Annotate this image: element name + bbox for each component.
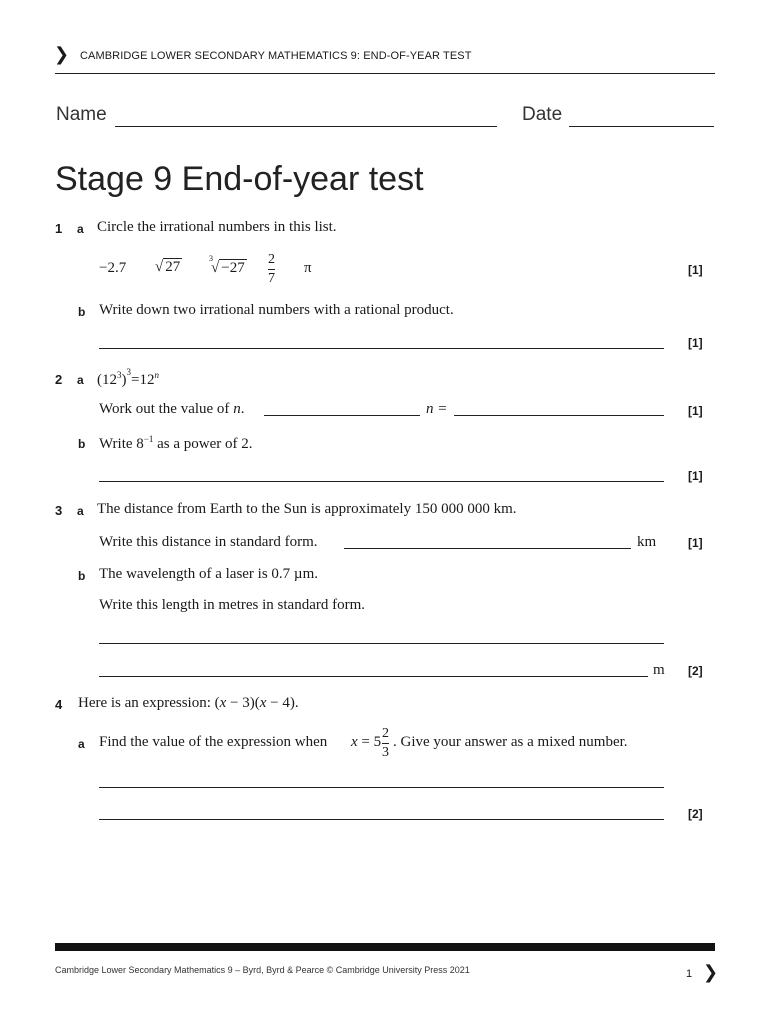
page-number: 1: [686, 968, 693, 980]
q4a-text-post: . Give your answer as a mixed number.: [393, 734, 628, 750]
q2b-label: b: [78, 437, 86, 451]
question-number-1: 1: [55, 221, 63, 236]
q3b-unit: m: [653, 662, 665, 678]
q1b-text: Write down two irrational numbers with a rational product.: [99, 302, 454, 318]
question-number-2: 2: [55, 372, 63, 387]
q1a-mark: [1]: [688, 263, 703, 277]
q4a-text-pre: Find the value of the expression when: [99, 734, 328, 750]
q3a-text: The distance from Earth to the Sun is approximately 150 000 000 km.: [97, 501, 517, 517]
q1b-answer-line[interactable]: [99, 348, 664, 349]
q3a-mark: [1]: [688, 536, 703, 550]
q2a-equation: $(12^3)^3=12^n$: [97, 367, 159, 388]
date-label: Date: [522, 104, 563, 125]
q3a-unit: km: [637, 534, 657, 550]
q2a-n-label: n =: [426, 401, 448, 417]
q1a-item-pi: π: [304, 260, 312, 276]
q2b-answer-line[interactable]: [99, 481, 664, 482]
q1b-label: b: [78, 305, 86, 319]
q4a-answer-line[interactable]: [99, 819, 664, 820]
chevron-right-icon: ❯: [703, 962, 719, 982]
q2a-working-line[interactable]: [264, 415, 420, 416]
q4a-mark: [2]: [688, 807, 703, 821]
q2a-answer-line[interactable]: [454, 415, 664, 416]
q1a-text: Circle the irrational numbers in this list.: [97, 219, 337, 235]
q4a-fraction: $\frac{2}{3}$: [382, 726, 389, 760]
q1a-item-neg: −2.7: [99, 260, 127, 276]
q1a-item-sqrt: √ 27: [155, 259, 181, 275]
date-field[interactable]: [569, 126, 714, 127]
q2b-mark: [1]: [688, 469, 703, 483]
running-header: CAMBRIDGE LOWER SECONDARY MATHEMATICS 9: END-OF-YEAR TEST: [80, 50, 472, 62]
q3b-mark: [2]: [688, 664, 703, 678]
header-rule: [55, 73, 715, 74]
footer-credit: Cambridge Lower Secondary Mathematics 9 – Byrd, Byrd & Pearce © Cambridge University Press 2021: [55, 965, 470, 975]
q3b-label: b: [78, 569, 86, 583]
q3a-sub: Write this distance in standard form.: [99, 534, 318, 550]
chevron-right-icon: ❯: [54, 44, 70, 64]
q2a-mark: [1]: [688, 404, 703, 418]
page-title: Stage 9 End-of-year test: [55, 160, 424, 198]
q4a-equation: x = 5: [351, 734, 382, 750]
footer-bar: [55, 943, 715, 951]
q2a-work-text: Work out the value of n.: [99, 401, 245, 417]
q2b-text: Write $8^{-1}$ as a power of 2.: [99, 434, 253, 452]
q3b-sub: Write this length in metres in standard form.: [99, 597, 366, 613]
name-label: Name: [56, 104, 107, 125]
q3a-label: a: [77, 504, 84, 518]
question-number-4: 4: [55, 697, 63, 712]
q3b-text: The wavelength of a laser is 0.7 µm.: [99, 566, 318, 582]
q1a-item-cbrt: $^3$√ −27: [209, 254, 245, 276]
q3a-answer-line[interactable]: [344, 548, 631, 549]
q2a-label: a: [77, 373, 84, 387]
question-number-3: 3: [55, 503, 63, 518]
q4a-working-line[interactable]: [99, 787, 664, 788]
name-field[interactable]: [115, 126, 497, 127]
q4a-label: a: [78, 737, 85, 751]
q1a-label: a: [77, 222, 84, 236]
q1a-item-fraction: $\frac{2}{7}$: [268, 252, 275, 286]
q4-intro: Here is an expression: (x − 3)(x − 4).: [78, 695, 299, 711]
q3b-answer-line[interactable]: [99, 676, 648, 677]
q1b-mark: [1]: [688, 336, 703, 350]
q3b-working-line[interactable]: [99, 643, 664, 644]
